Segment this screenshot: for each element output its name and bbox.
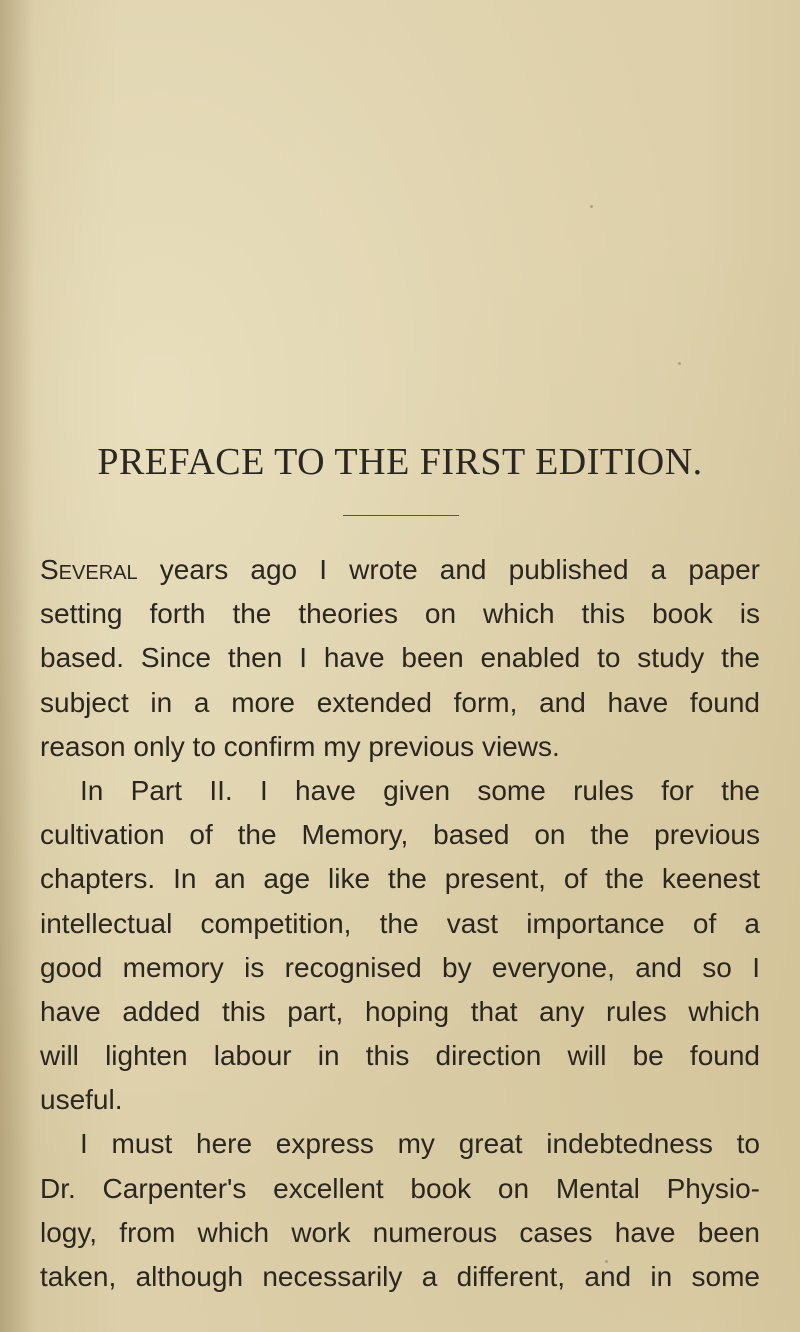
text-line: useful. (40, 1084, 123, 1116)
text-line: setting forth the theories on which this book is (40, 598, 760, 630)
text-line: chapters. In an age like the present, of the keenest (40, 863, 760, 895)
text-line: good memory is recognised by everyone, and so I (40, 951, 760, 983)
text-line-content: years ago I wrote and published a paper (159, 554, 761, 585)
text-line: subject in a more extended form, and have found (40, 686, 760, 718)
text-line: I must here express my great indebtedness to (80, 1128, 760, 1160)
text-line: cultivation of the Memory, based on the previous (40, 819, 760, 851)
lead-word: Several (40, 554, 138, 585)
page-title: PREFACE TO THE FIRST EDITION. (97, 441, 703, 483)
title-rule (343, 515, 459, 516)
paper-speck (678, 362, 681, 365)
text-line: Dr. Carpenter's excellent book on Mental Physio- (40, 1172, 760, 1204)
text-line: In Part II. I have given some rules for the (80, 774, 760, 806)
paper-speck (590, 205, 593, 208)
spine-shadow (0, 0, 34, 1332)
text-line: have added this part, hoping that any rules which (40, 995, 760, 1027)
text-line: logy, from which work numerous cases have been (40, 1216, 760, 1248)
text-line: taken, although necessarily a different, and in some (40, 1261, 760, 1292)
text-line: based. Since then I have been enabled to study the (40, 642, 760, 674)
text-line: intellectual competition, the vast importance of a (40, 907, 760, 939)
text-line (40, 548, 760, 592)
text-line: will lighten labour in this direction will be found (40, 1040, 760, 1072)
preface-body (40, 548, 760, 1299)
text-line: reason only to confirm my previous views. (40, 730, 560, 762)
